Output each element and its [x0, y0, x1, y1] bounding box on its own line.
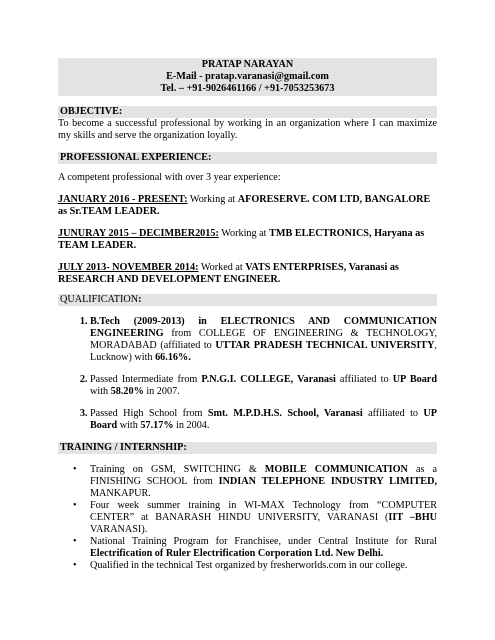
list-item: • Qualified in the technical Test organized by fresherworlds.com in our college.: [90, 560, 437, 572]
training-list: [58, 464, 437, 572]
list-item: 1. B.Tech (2009-2013) in ELECTRONICS AND COMMUNICATION ENGINEERING from COLLEGE OF ENGINEERING & TECHNOLOGY, MORADABAD (affiliated to UTTAR PRADESH TECHNICAL UNIVERSITY, Lucknow) with 66.16%.: [90, 316, 437, 364]
resume-page: [58, 58, 437, 572]
list-item: • Four week summer training in WI-MAX Technology from “COMPUTER CENTER” at BANARASH HINDU UNIVERSITY, VARANASI (IIT –BHU VARANASI).: [90, 500, 437, 536]
job-period: JANUARY 2016 - PRESENT:: [58, 194, 188, 205]
list-item: • National Training Program for Franchisee, under Central Institute for Rural Electrification of Ruler Electrification Corporation Ltd. New Delhi.: [90, 536, 437, 560]
job-entry: JUNURAY 2015 – DECIMBER2015: Working at TMB ELECTRONICS, Haryana as TEAM LEADER.: [58, 228, 425, 251]
candidate-email: E-Mail - pratap.varanasi@gmail.com: [166, 71, 329, 82]
objective-heading: OBJECTIVE:: [58, 106, 437, 118]
experience-intro: A competent professional with over 3 year experience:: [58, 172, 281, 183]
job-org: VATS ENTERPRISES, Varanasi as RESEARCH AND DEVELOPMENT ENGINEER.: [58, 262, 399, 285]
job-org: TMB ELECTRONICS, Haryana as TEAM LEADER.: [58, 228, 425, 251]
qualification-list: [58, 316, 437, 432]
experience-heading: PROFESSIONAL EXPERIENCE:: [58, 152, 437, 164]
list-item: 2. Passed Intermediate from P.N.G.I. COLLEGE, Varanasi affiliated to UP Board with 58.20% in 2007.: [90, 374, 437, 398]
job-entry: JULY 2013- NOVEMBER 2014: Worked at VATS ENTERPRISES, Varanasi as RESEARCH AND DEVELOPMENT ENGINEER.: [58, 262, 399, 285]
resume-header: [58, 58, 437, 96]
qualification-heading: QUALIFICATION:: [58, 294, 437, 306]
job-org: AFORESERVE. COM LTD, BANGALORE as Sr.TEAM LEADER.: [58, 194, 431, 217]
candidate-name: PRATAP NARAYAN: [201, 59, 294, 70]
job-entry: JANUARY 2016 - PRESENT: Working at AFORESERVE. COM LTD, BANGALORE as Sr.TEAM LEADER.: [58, 194, 431, 217]
training-heading: TRAINING / INTERNSHIP:: [58, 442, 437, 454]
candidate-phone: Tel. – +91-9026461166 / +91-7053253673: [160, 83, 335, 94]
job-period: JUNURAY 2015 – DECIMBER2015:: [58, 228, 219, 239]
list-item: 3. Passed High School from Smt. M.P.D.H.S. School, Varanasi affiliated to UP Board with 57.17% in 2004.: [90, 408, 437, 432]
job-period: JULY 2013- NOVEMBER 2014:: [58, 262, 199, 273]
objective-text: To become a successful professional by working in an organization where I can maximize my skills and serve the organization loyally.: [58, 118, 437, 141]
list-item: • Training on GSM, SWITCHING & MOBILE COMMUNICATION as a FINISHING SCHOOL from INDIAN TELEPHONE INDUSTRY LIMITED, MANKAPUR.: [90, 464, 437, 500]
